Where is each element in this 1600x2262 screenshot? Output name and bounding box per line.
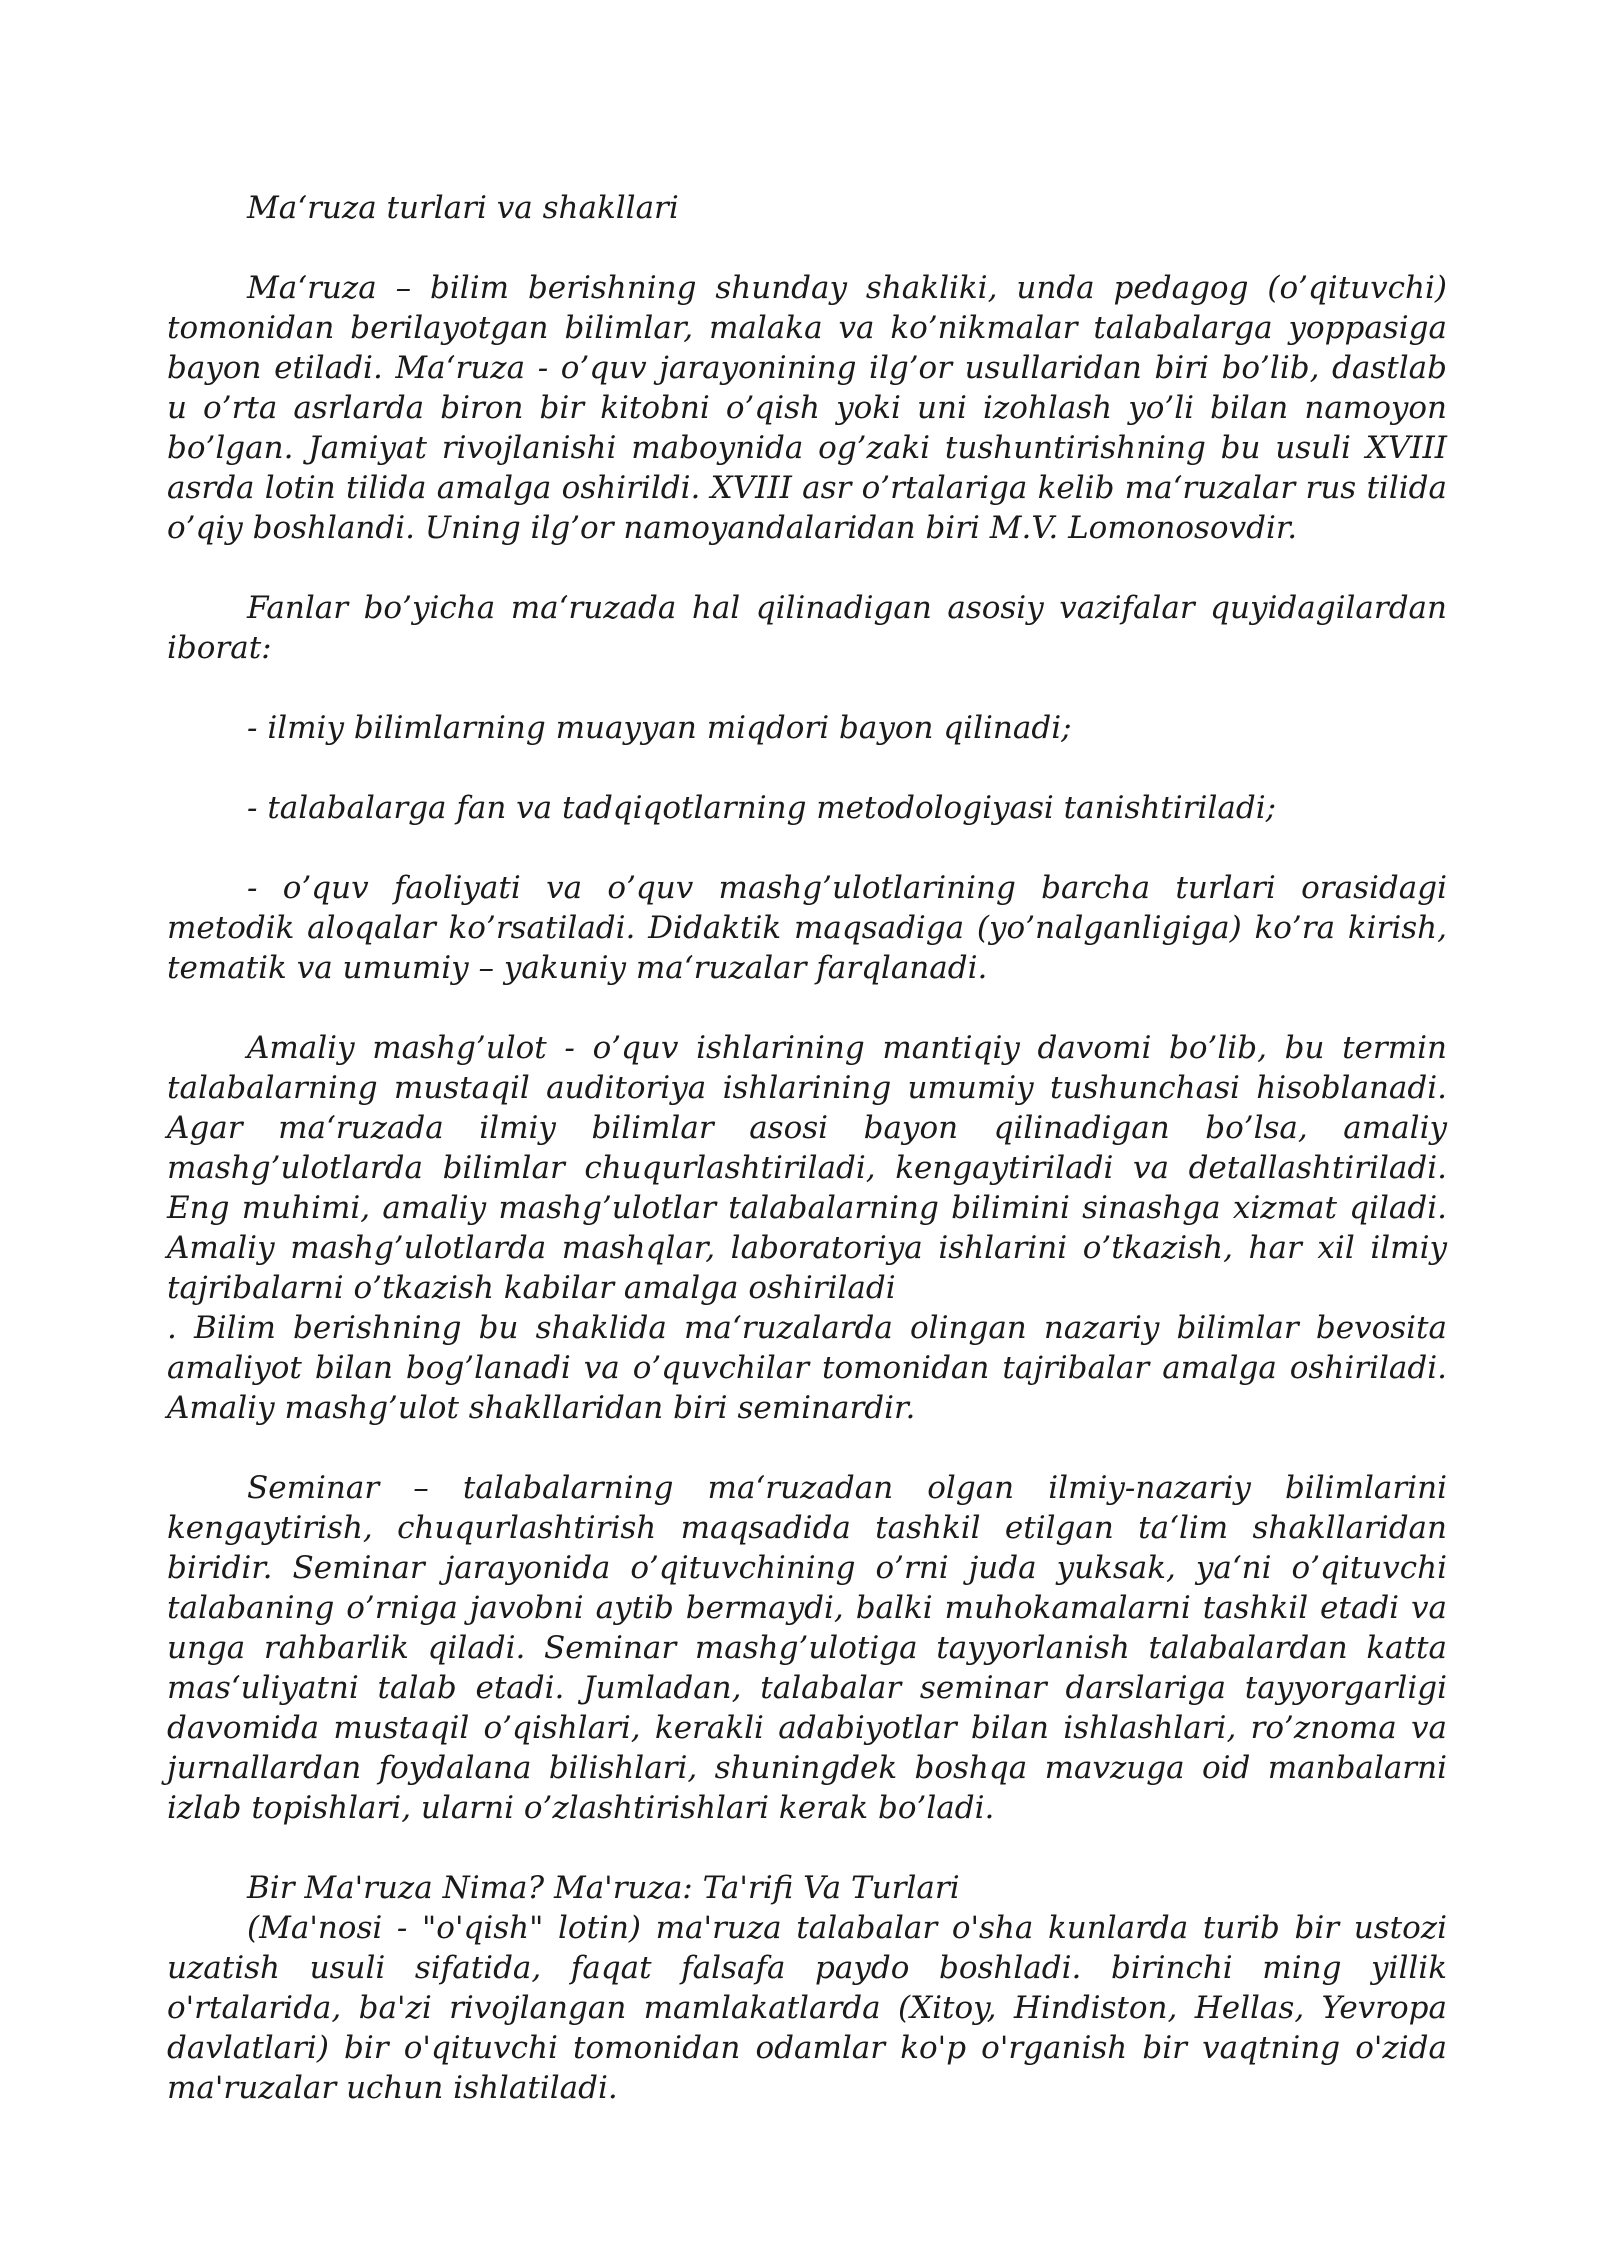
paragraph-tasks-intro: Fanlar bo’yicha ma‘ruzada hal qilinadigan asosiy vazifalar quyidagilardan iborat: xyxy=(167,590,1447,666)
section-title-maruza-definition: Bir Ma'ruza Nima? Ma'ruza: Ta'rifi Va Turlari xyxy=(247,1870,960,1906)
list-item-methodical-links: - o’quv faoliyati va o’quv mashg’ulotlarining barcha turlari orasidagi metodik aloqalar ko’rsatiladi. Didaktik maqsadiga (yo’nalganligiga) ko’ra kirish, tematik va umumiy – yakuniy ma‘ruzalar farqlanadi. xyxy=(167,870,1447,986)
document-page xyxy=(167,188,1447,2108)
paragraph-practical-lesson-continued: . Bilim berishning bu shaklida ma‘ruzalarda olingan nazariy bilimlar bevosita amaliyot bilan bog’lanadi va o’quvchilar tomonidan tajribalar amalga oshiriladi. Amaliy mashg’ulot shakllaridan biri seminardir. xyxy=(167,1310,1447,1426)
paragraph-maruza-definition: Ma‘ruza – bilim berishning shunday shakliki, unda pedagog (o’qituvchi) tomonidan berilayotgan bilimlar, malaka va ko’nikmalar talabalarga yoppasiga bayon etiladi. Ma‘ruza - o’quv jarayonining ilg’or usullaridan biri bo’lib, dastlab u o’rta asrlarda biron bir kitobni o’qish yoki uni izohlash yo’li bilan namoyon bo’lgan. Jamiyat rivojlanishi maboynida og’zaki tushuntirishning bu usuli XVIII asrda lotin tilida amalga oshirildi. XVIII asr o’rtalariga kelib ma‘ruzalar rus tilida o’qiy boshlandi. Uning ilg’or namoyandalaridan biri M.V. Lomonosovdir. xyxy=(167,270,1447,546)
paragraph-practical-lesson: Amaliy mashg’ulot - o’quv ishlarining mantiqiy davomi bo’lib, bu termin talabalarning mustaqil auditoriya ishlarining umumiy tushunchasi hisoblanadi. Agar ma‘ruzada ilmiy bilimlar asosi bayon qilinadigan bo’lsa, amaliy mashg’ulotlarda bilimlar chuqurlashtiriladi, kengaytiriladi va detallashtiriladi. Eng muhimi, amaliy mashg’ulotlar talabalarning bilimini sinashga xizmat qiladi. Amaliy mashg’ulotlarda mashqlar, laboratoriya ishlarini o’tkazish, har xil ilmiy tajribalarni o’tkazish kabilar amalga oshiriladi xyxy=(167,1030,1447,1306)
list-item-methodology: - talabalarga fan va tadqiqotlarning metodologiyasi tanishtiriladi; xyxy=(247,790,1277,826)
list-item-scientific-knowledge: - ilmiy bilimlarning muayyan miqdori bayon qilinadi; xyxy=(247,710,1072,746)
paragraph-maruza-history: (Ma'nosi - "o'qish" lotin) ma'ruza talabalar o'sha kunlarda turib bir ustozi uzatish usuli sifatida, faqat falsafa paydo boshladi. birinchi ming yillik o'rtalarida, ba'zi rivojlangan mamlakatlarda (Xitoy, Hindiston, Hellas, Yevropa davlatlari) bir o'qituvchi tomonidan odamlar ko'p o'rganish bir vaqtning o'zida ma'ruzalar uchun ishlatiladi. xyxy=(167,1910,1447,2106)
paragraph-seminar: Seminar – talabalarning ma‘ruzadan olgan ilmiy-nazariy bilimlarini kengaytirish, chuqurlashtirish maqsadida tashkil etilgan ta‘lim shakllaridan biridir. Seminar jarayonida o’qituvchining o’rni juda yuksak, ya‘ni o’qituvchi talabaning o’rniga javobni aytib bermaydi, balki muhokamalarni tashkil etadi va unga rahbarlik qiladi. Seminar mashg’ulotiga tayyorlanish talabalardan katta mas‘uliyatni talab etadi. Jumladan, talabalar seminar darslariga tayyorgarligi davomida mustaqil o’qishlari, kerakli adabiyotlar bilan ishlashlari, ro’znoma va jurnallardan foydalana bilishlari, shuningdek boshqa mavzuga oid manbalarni izlab topishlari, ularni o’zlashtirishlari kerak bo’ladi. xyxy=(167,1470,1447,1826)
document-heading: Ma‘ruza turlari va shakllari xyxy=(247,190,679,226)
